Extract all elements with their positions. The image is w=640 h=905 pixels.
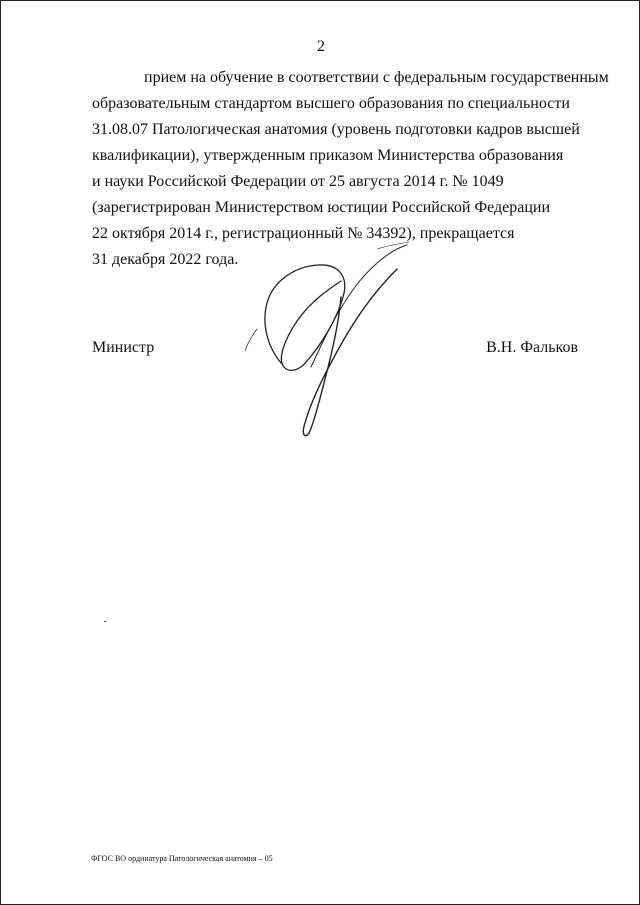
body-line-3 <box>92 117 578 143</box>
word: юстиции <box>327 199 388 216</box>
word: Министерства <box>377 147 475 164</box>
body-line-4 <box>92 143 578 169</box>
word: 1049 <box>471 173 504 190</box>
word: (зарегистрирован <box>92 199 211 216</box>
phrase: регистрационный <box>221 225 344 242</box>
word: Федерации <box>474 199 551 216</box>
word: августа <box>348 173 400 190</box>
word: г. <box>439 173 449 190</box>
phrase: 22 октября 2014 г., <box>92 225 218 242</box>
scan-speck <box>104 621 106 622</box>
body-line-2 <box>92 91 578 117</box>
word: по <box>447 95 464 112</box>
word: высшего <box>295 95 355 112</box>
word: Министерством <box>214 199 324 216</box>
word: специальности <box>467 95 570 112</box>
phrase: № 34392), <box>347 225 416 242</box>
word: приказом <box>309 147 374 164</box>
footer-note: ФГОС ВО ординатура Патологическая анатомия – 05 <box>91 854 273 863</box>
word: анатомия <box>264 121 328 138</box>
word: 25 <box>328 173 345 190</box>
word: и <box>92 173 101 190</box>
handwritten-signature <box>237 241 417 441</box>
body-line-8: 31 декабря 2022 года. <box>92 251 239 268</box>
page-number: 2 <box>317 38 325 55</box>
word: квалификации), <box>92 147 200 164</box>
word: образования <box>478 147 564 164</box>
word: Федерации <box>230 173 307 190</box>
word: 31.08.07 <box>92 121 148 138</box>
word: образовательным <box>92 95 211 112</box>
signer-name: В.Н. Фальков <box>486 339 578 356</box>
word: Патологическая <box>152 121 261 138</box>
word: утвержденным <box>203 147 306 164</box>
word: 2014 <box>403 173 436 190</box>
word: от <box>310 173 325 190</box>
word: подготовки <box>395 121 473 138</box>
signer-position: Министр <box>92 339 155 356</box>
word: (уровень <box>331 121 392 138</box>
word: науки <box>104 173 144 190</box>
body-line-5 <box>92 169 578 195</box>
word: кадров <box>476 121 523 138</box>
body-line-6 <box>92 195 578 221</box>
word: стандартом <box>214 95 292 112</box>
word: Российской <box>147 173 227 190</box>
word: высшей <box>526 121 580 138</box>
word: образования <box>358 95 444 112</box>
word: Российской <box>391 199 471 216</box>
phrase: прекращается <box>419 225 515 242</box>
body-line-1: прием на обучение в соответствии с федеральным государственным <box>144 69 609 86</box>
word: № <box>452 173 468 190</box>
